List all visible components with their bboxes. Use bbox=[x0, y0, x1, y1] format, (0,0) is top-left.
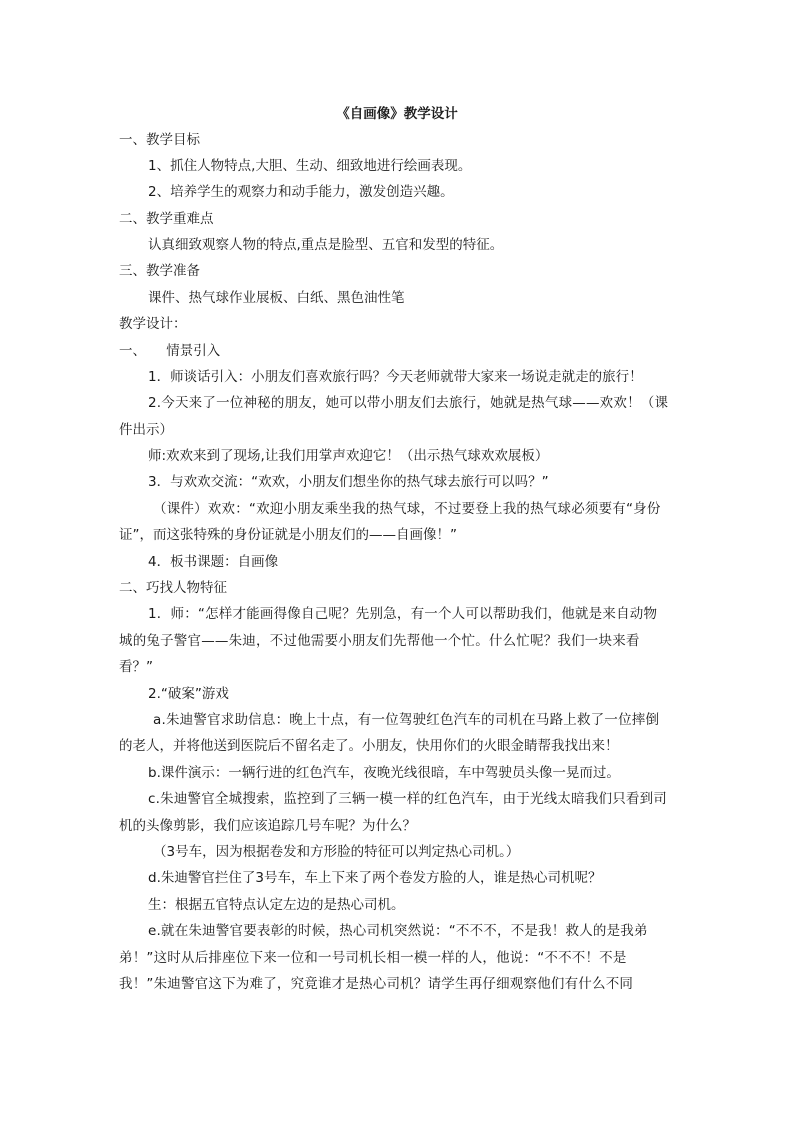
paragraph-line: 证”，而这张特殊的身份证就是小朋友们的——自画像！” bbox=[119, 527, 457, 543]
paragraph-line: 课件、热气球作业展板、白纸、黑色油性笔 bbox=[148, 290, 405, 306]
section-heading: 教学设计： bbox=[119, 316, 187, 332]
paragraph-line: 件出示） bbox=[119, 422, 173, 438]
paragraph-line: 机的头像剪影，我们应该追踪几号车呢？为什么？ bbox=[119, 818, 416, 834]
paragraph-line: e.就在朱迪警官要表彰的时候，热心司机突然说：“不不不，不是我！救人的是我弟 bbox=[148, 923, 648, 939]
paragraph-line: 我！”朱迪警官这下为难了，究竟谁才是热心司机？请学生再仔细观察他们有什么不同 bbox=[119, 976, 634, 992]
list-item: 3．与欢欢交流：“欢欢，小朋友们想坐你的热气球去旅行可以吗？” bbox=[148, 474, 549, 490]
paragraph-line: （3号车，因为根据卷发和方形脸的特征可以判定热心司机。） bbox=[153, 844, 520, 860]
section-heading: 二、巧找人物特征 bbox=[119, 580, 227, 596]
paragraph-line: 弟！”这时从后排座位下来一位和一号司机长相一模一样的人，他说：“不不不！不是 bbox=[119, 950, 627, 966]
paragraph-line: c.朱迪警官全城搜索，监控到了三辆一模一样的红色汽车，由于光线太暗我们只看到司 bbox=[148, 791, 668, 807]
paragraph-line: 师:欢欢来到了现场,让我们用掌声欢迎它！（出示热气球欢欢展板） bbox=[148, 448, 549, 464]
paragraph-line: 认真细致观察人物的特点,重点是脸型、五官和发型的特征。 bbox=[148, 237, 504, 253]
paragraph-line: 2.今天来了一位神秘的朋友，她可以带小朋友们去旅行，她就是热气球——欢欢！（课 bbox=[148, 395, 669, 411]
paragraph-line: a.朱迪警官求助信息：晚上十点，有一位驾驶红色汽车的司机在马路上救了一位摔倒 bbox=[153, 712, 660, 728]
paragraph-line: 生：根据五官特点认定左边的是热心司机。 bbox=[148, 897, 405, 913]
paragraph-line: 城的兔子警官——朱迪，不过他需要小朋友们先帮他一个忙。什么忙呢？我们一块来看 bbox=[119, 633, 640, 649]
paragraph-line: 看？” bbox=[119, 659, 153, 675]
list-item: 2、培养学生的观察力和动手能力，激发创造兴趣。 bbox=[148, 184, 454, 200]
list-item: 1、抓住人物特点,大胆、生动、细致地进行绘画表现。 bbox=[148, 158, 472, 174]
paragraph-line: b.课件演示：一辆行进的红色汽车，夜晚光线很暗，车中驾驶员头像一晃而过。 bbox=[148, 765, 620, 781]
list-item: 1．师谈话引入：小朋友们喜欢旅行吗？今天老师就带大家来一场说走就走的旅行！ bbox=[148, 369, 643, 385]
document-title: 《自画像》教学设计 bbox=[336, 106, 458, 122]
list-item: 4．板书课题：自画像 bbox=[148, 554, 279, 570]
list-item: 1．师：“怎样才能画得像自己呢？先别急，有一个人可以帮助我们，他就是来自动物 bbox=[148, 606, 658, 622]
section-heading: 二、教学重难点 bbox=[119, 211, 214, 227]
paragraph-line: 的老人，并将他送到医院后不留名走了。小朋友，快用你们的火眼金睛帮我找出来！ bbox=[119, 738, 619, 754]
paragraph-line: d.朱迪警官拦住了3号车，车上下来了两个卷发方脸的人，谁是热心司机呢？ bbox=[148, 870, 602, 886]
section-heading: 一、 情景引入 bbox=[119, 343, 221, 359]
paragraph-line: （课件）欢欢：“欢迎小朋友乘坐我的热气球，不过要登上我的热气球必须要有“身份 bbox=[153, 501, 661, 517]
list-item: 2.“破案”游戏 bbox=[148, 686, 229, 702]
section-heading: 三、教学准备 bbox=[119, 263, 200, 279]
section-heading: 一、教学目标 bbox=[119, 132, 200, 148]
